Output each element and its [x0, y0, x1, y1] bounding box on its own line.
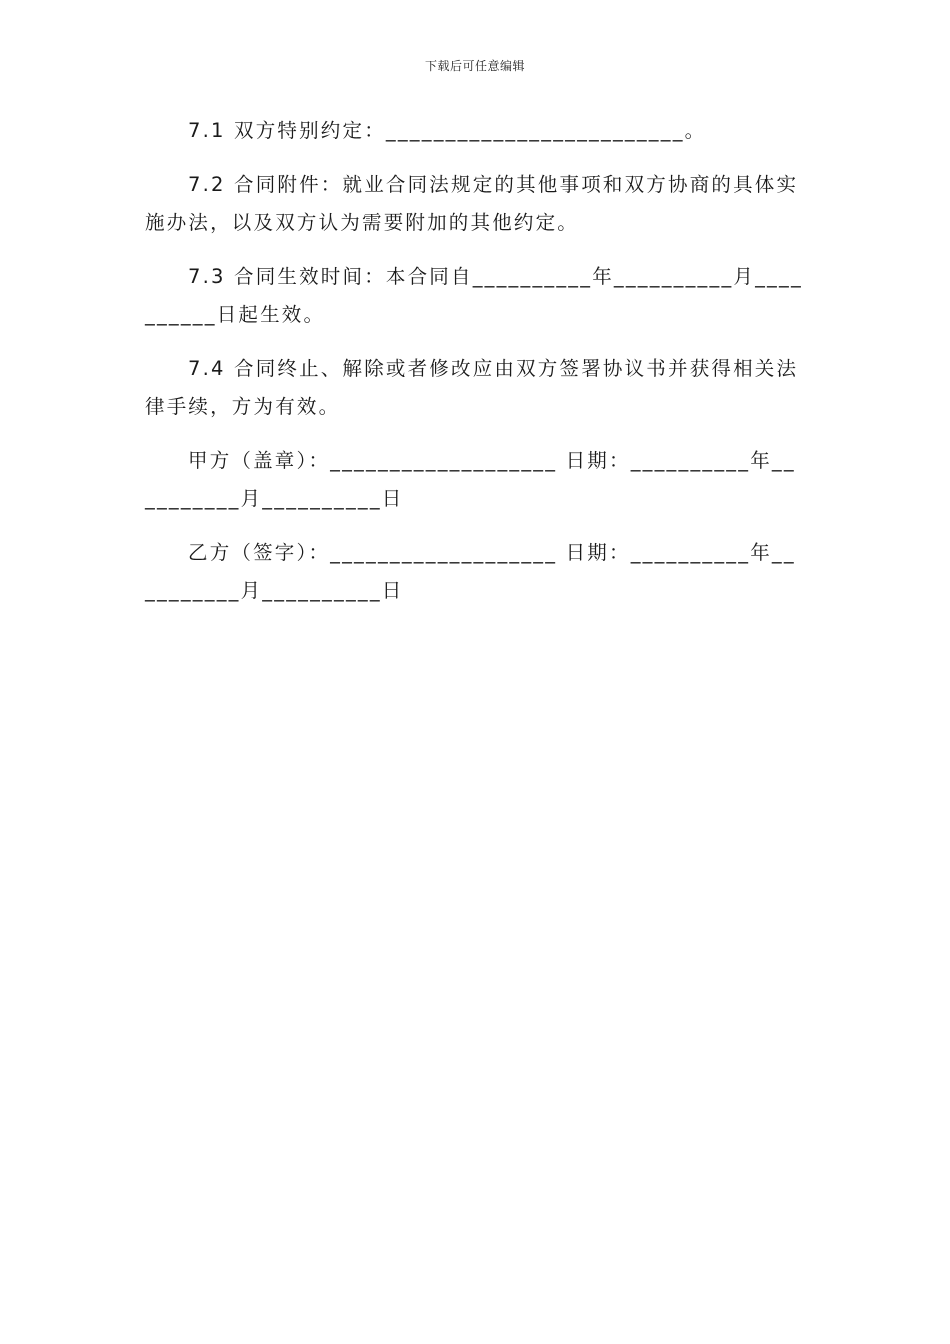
page-header: 下载后可任意编辑: [424, 59, 525, 73]
party-a-signature: 甲方（盖章）：___________________ 日期：__________年__________月__________日: [145, 449, 796, 510]
clause-7-1: 7.1 双方特别约定：_________________________。: [188, 119, 707, 142]
clause-7-4: 7.4 合同终止、解除或者修改应由双方签署协议书并获得相关法律手续，方为有效。: [145, 357, 799, 418]
party-b-signature: 乙方（签字）：___________________ 日期：__________年__________月__________日: [145, 541, 796, 602]
clause-7-2: 7.2 合同附件：就业合同法规定的其他事项和双方协商的具体实施办法，以及双方认为需要附加的其他约定。: [145, 173, 799, 234]
clause-7-3: 7.3 合同生效时间：本合同自__________年__________月__________日起生效。: [145, 265, 803, 326]
document-body: [145, 112, 805, 626]
